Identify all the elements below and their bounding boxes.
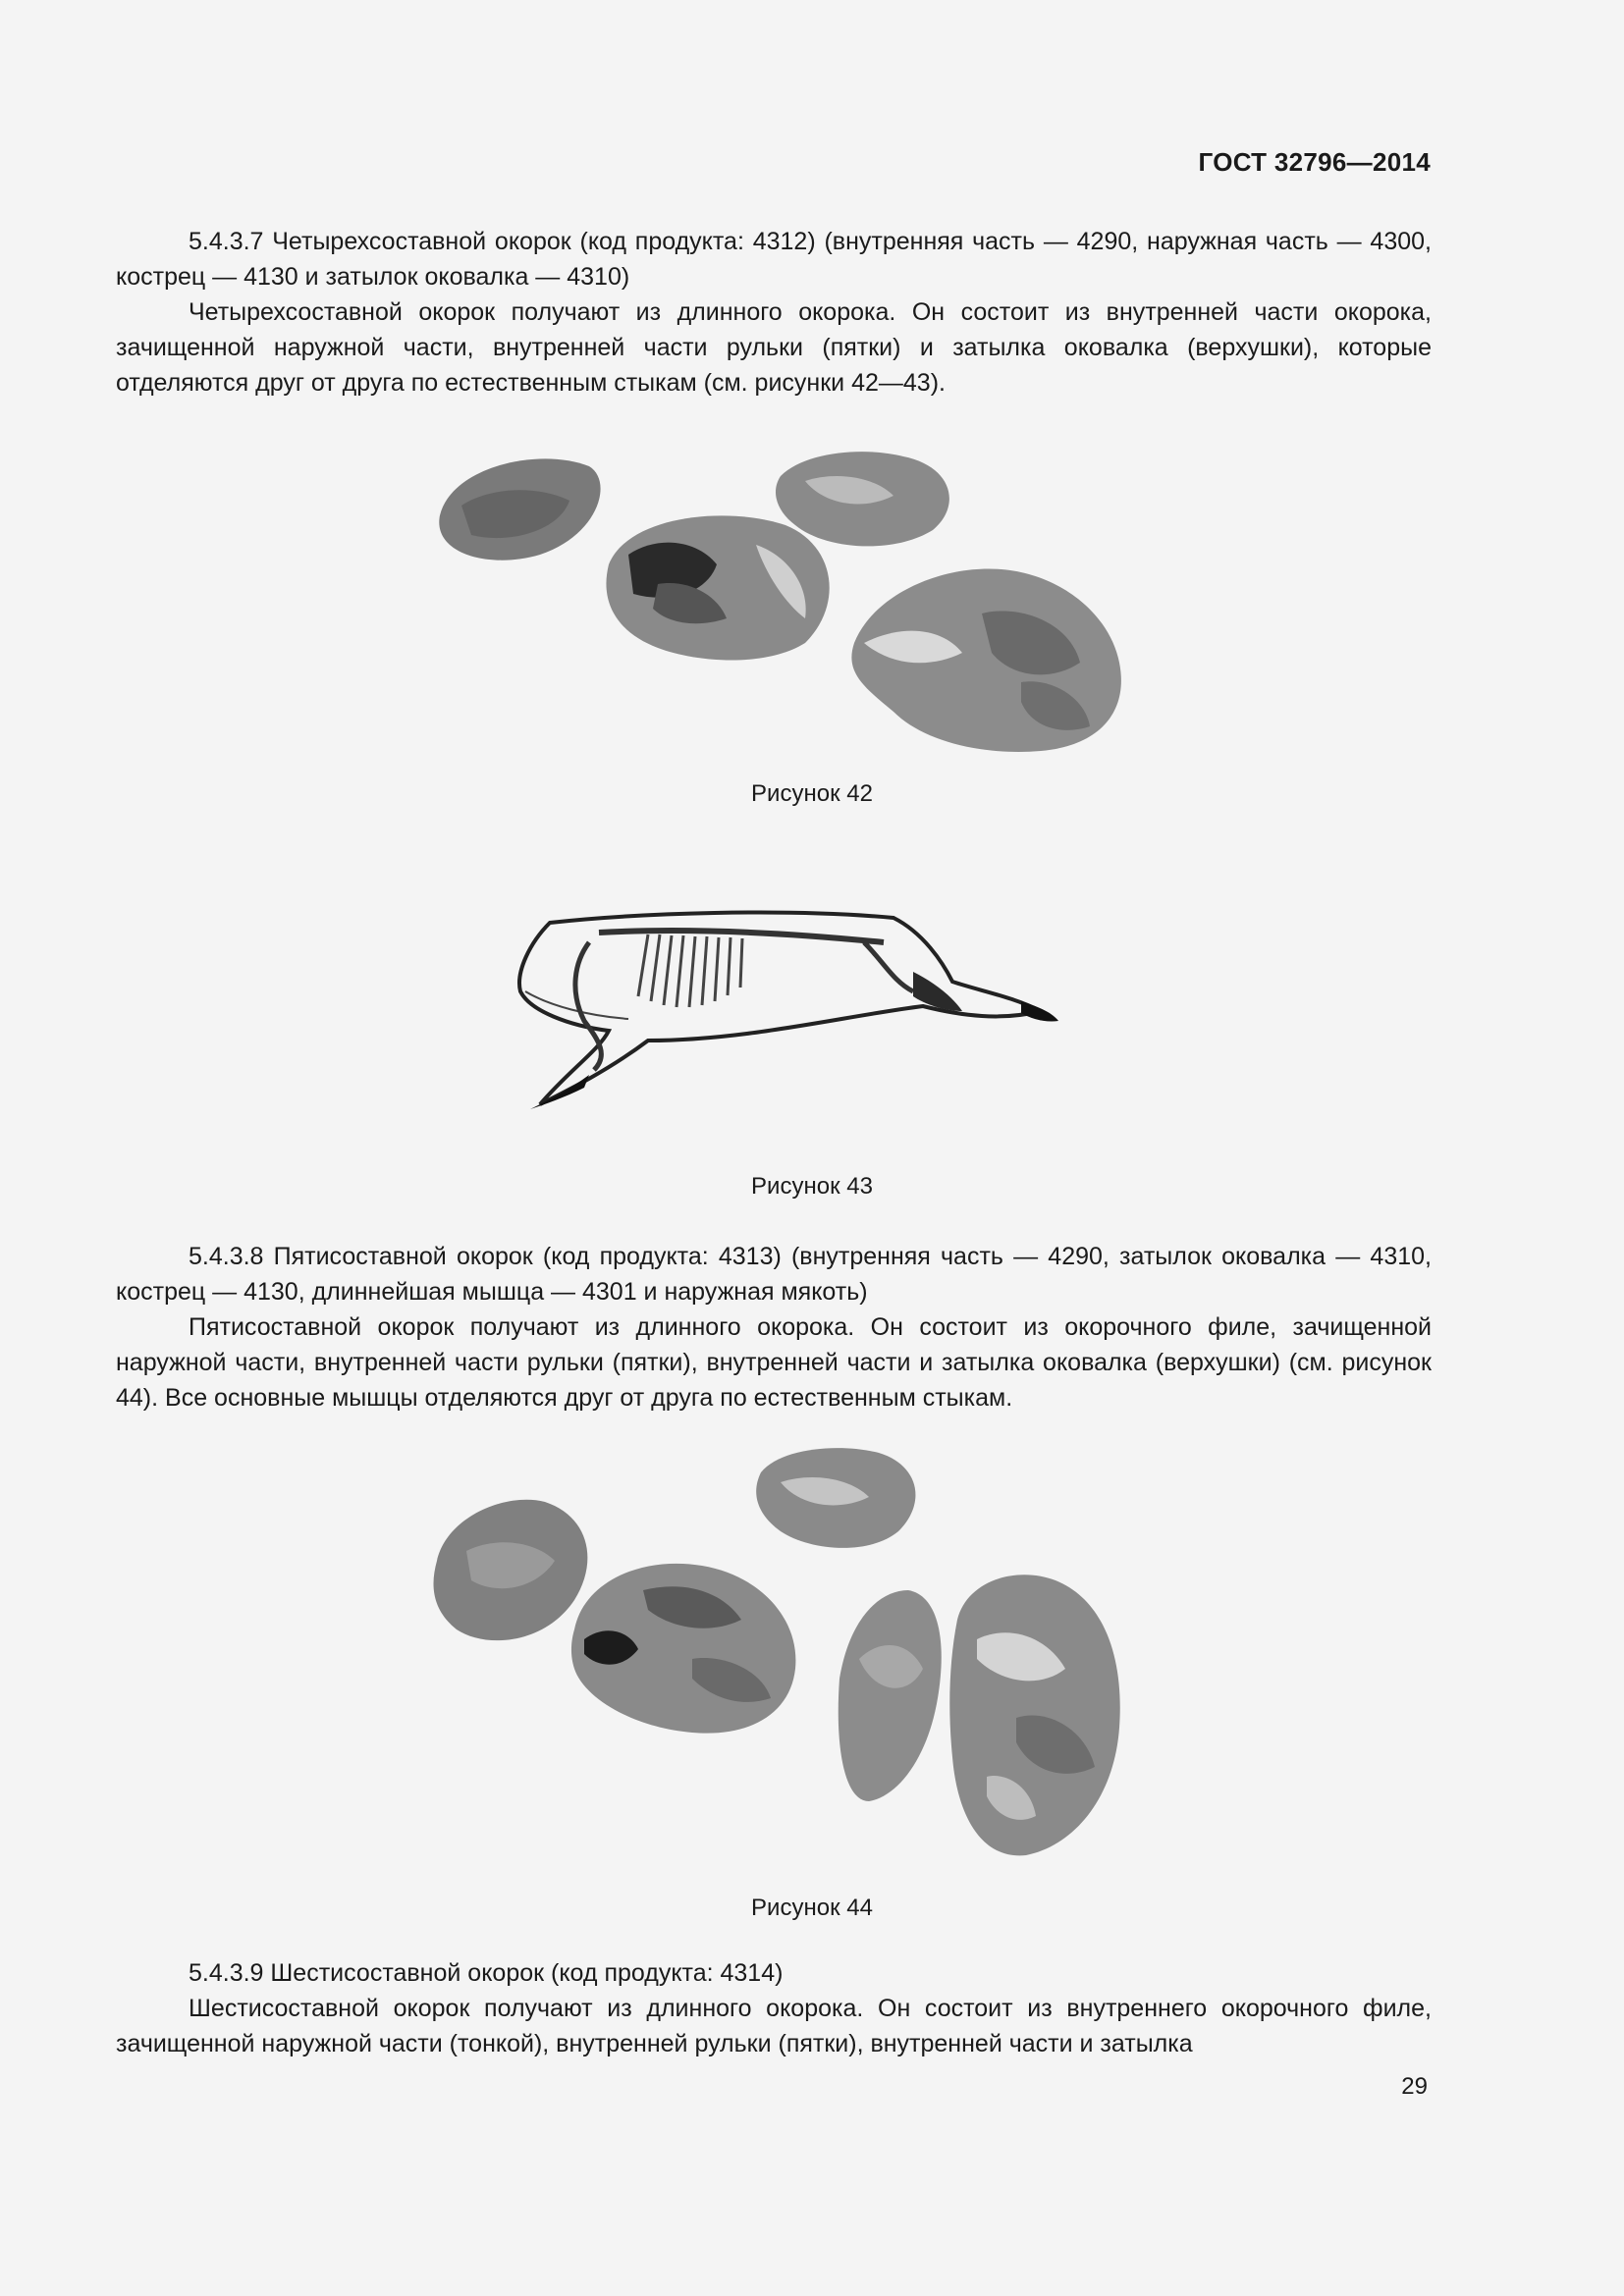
section-heading: 5.4.3.8 Пятисоставной окорок (код продукта: 4313) (внутренняя часть — 4290, затылок оковалка — 4310, кострец — 4130, длиннейшая мышца — 4301 и наружная мякоть)	[116, 1243, 1432, 1306]
section-5-4-3-8	[116, 1239, 1432, 1415]
section-heading: 5.4.3.9 Шестисоставной окорок (код продукта: 4314)	[189, 1959, 784, 1987]
figure-44-caption: Рисунок 44	[751, 1895, 873, 1921]
ham-piece-3	[756, 1448, 915, 1548]
figure-43-caption: Рисунок 43	[751, 1173, 873, 1200]
section-5-4-3-7	[116, 224, 1432, 400]
skeleton	[575, 931, 913, 1070]
section-heading: 5.4.3.7 Четырехсоставной окорок (код продукта: 4312) (внутренняя часть — 4290, наружная часть — 4300, кострец — 4130 и затылок оковалка — 4310)	[116, 228, 1432, 291]
ham-piece-2	[571, 1564, 795, 1734]
ham-piece-1	[434, 1500, 588, 1640]
ham-piece-3	[776, 452, 949, 546]
section-body: Четырехсоставной окорок получают из длинного окорока. Он состоит из внутренней части окорока, зачищенной наружной части, внутренней части рульки (пятки) и затылка оковалка (верхушки), которые отделяются друг от друга по естественным стыкам (см. рисунки 42—43).	[116, 298, 1432, 397]
ham-piece-4	[851, 568, 1120, 751]
figure-43-image	[491, 903, 1060, 1119]
document-header: ГОСТ 32796—2014	[1198, 147, 1431, 177]
ham-piece-4	[839, 1590, 942, 1801]
figure-44-image	[427, 1443, 1134, 1875]
figure-42-image	[432, 447, 1139, 761]
page-number: 29	[1401, 2073, 1428, 2100]
dark-leg	[530, 972, 1058, 1109]
section-5-4-3-9	[116, 1955, 1432, 2061]
carcass-outline	[519, 913, 1041, 1104]
section-body: Пятисоставной окорок получают из длинного окорока. Он состоит из окорочного филе, зачищенной наружной части, внутренней части рульки (пятки), внутренней части и затылка оковалка (верхушки) (см. рисунок 44). Все основные мышцы отделяются друг от друга по естественным стыкам.	[116, 1313, 1432, 1412]
section-body: Шестисоставной окорок получают из длинного окорока. Он состоит из внутреннего окорочного филе, зачищенной наружной части (тонкой), внутренней рульки (пятки), внутренней части и затылка	[116, 1995, 1432, 2057]
ham-piece-5	[949, 1575, 1119, 1855]
ham-piece-1	[439, 458, 600, 560]
ham-piece-2	[606, 515, 829, 660]
figure-42-caption: Рисунок 42	[751, 780, 873, 807]
